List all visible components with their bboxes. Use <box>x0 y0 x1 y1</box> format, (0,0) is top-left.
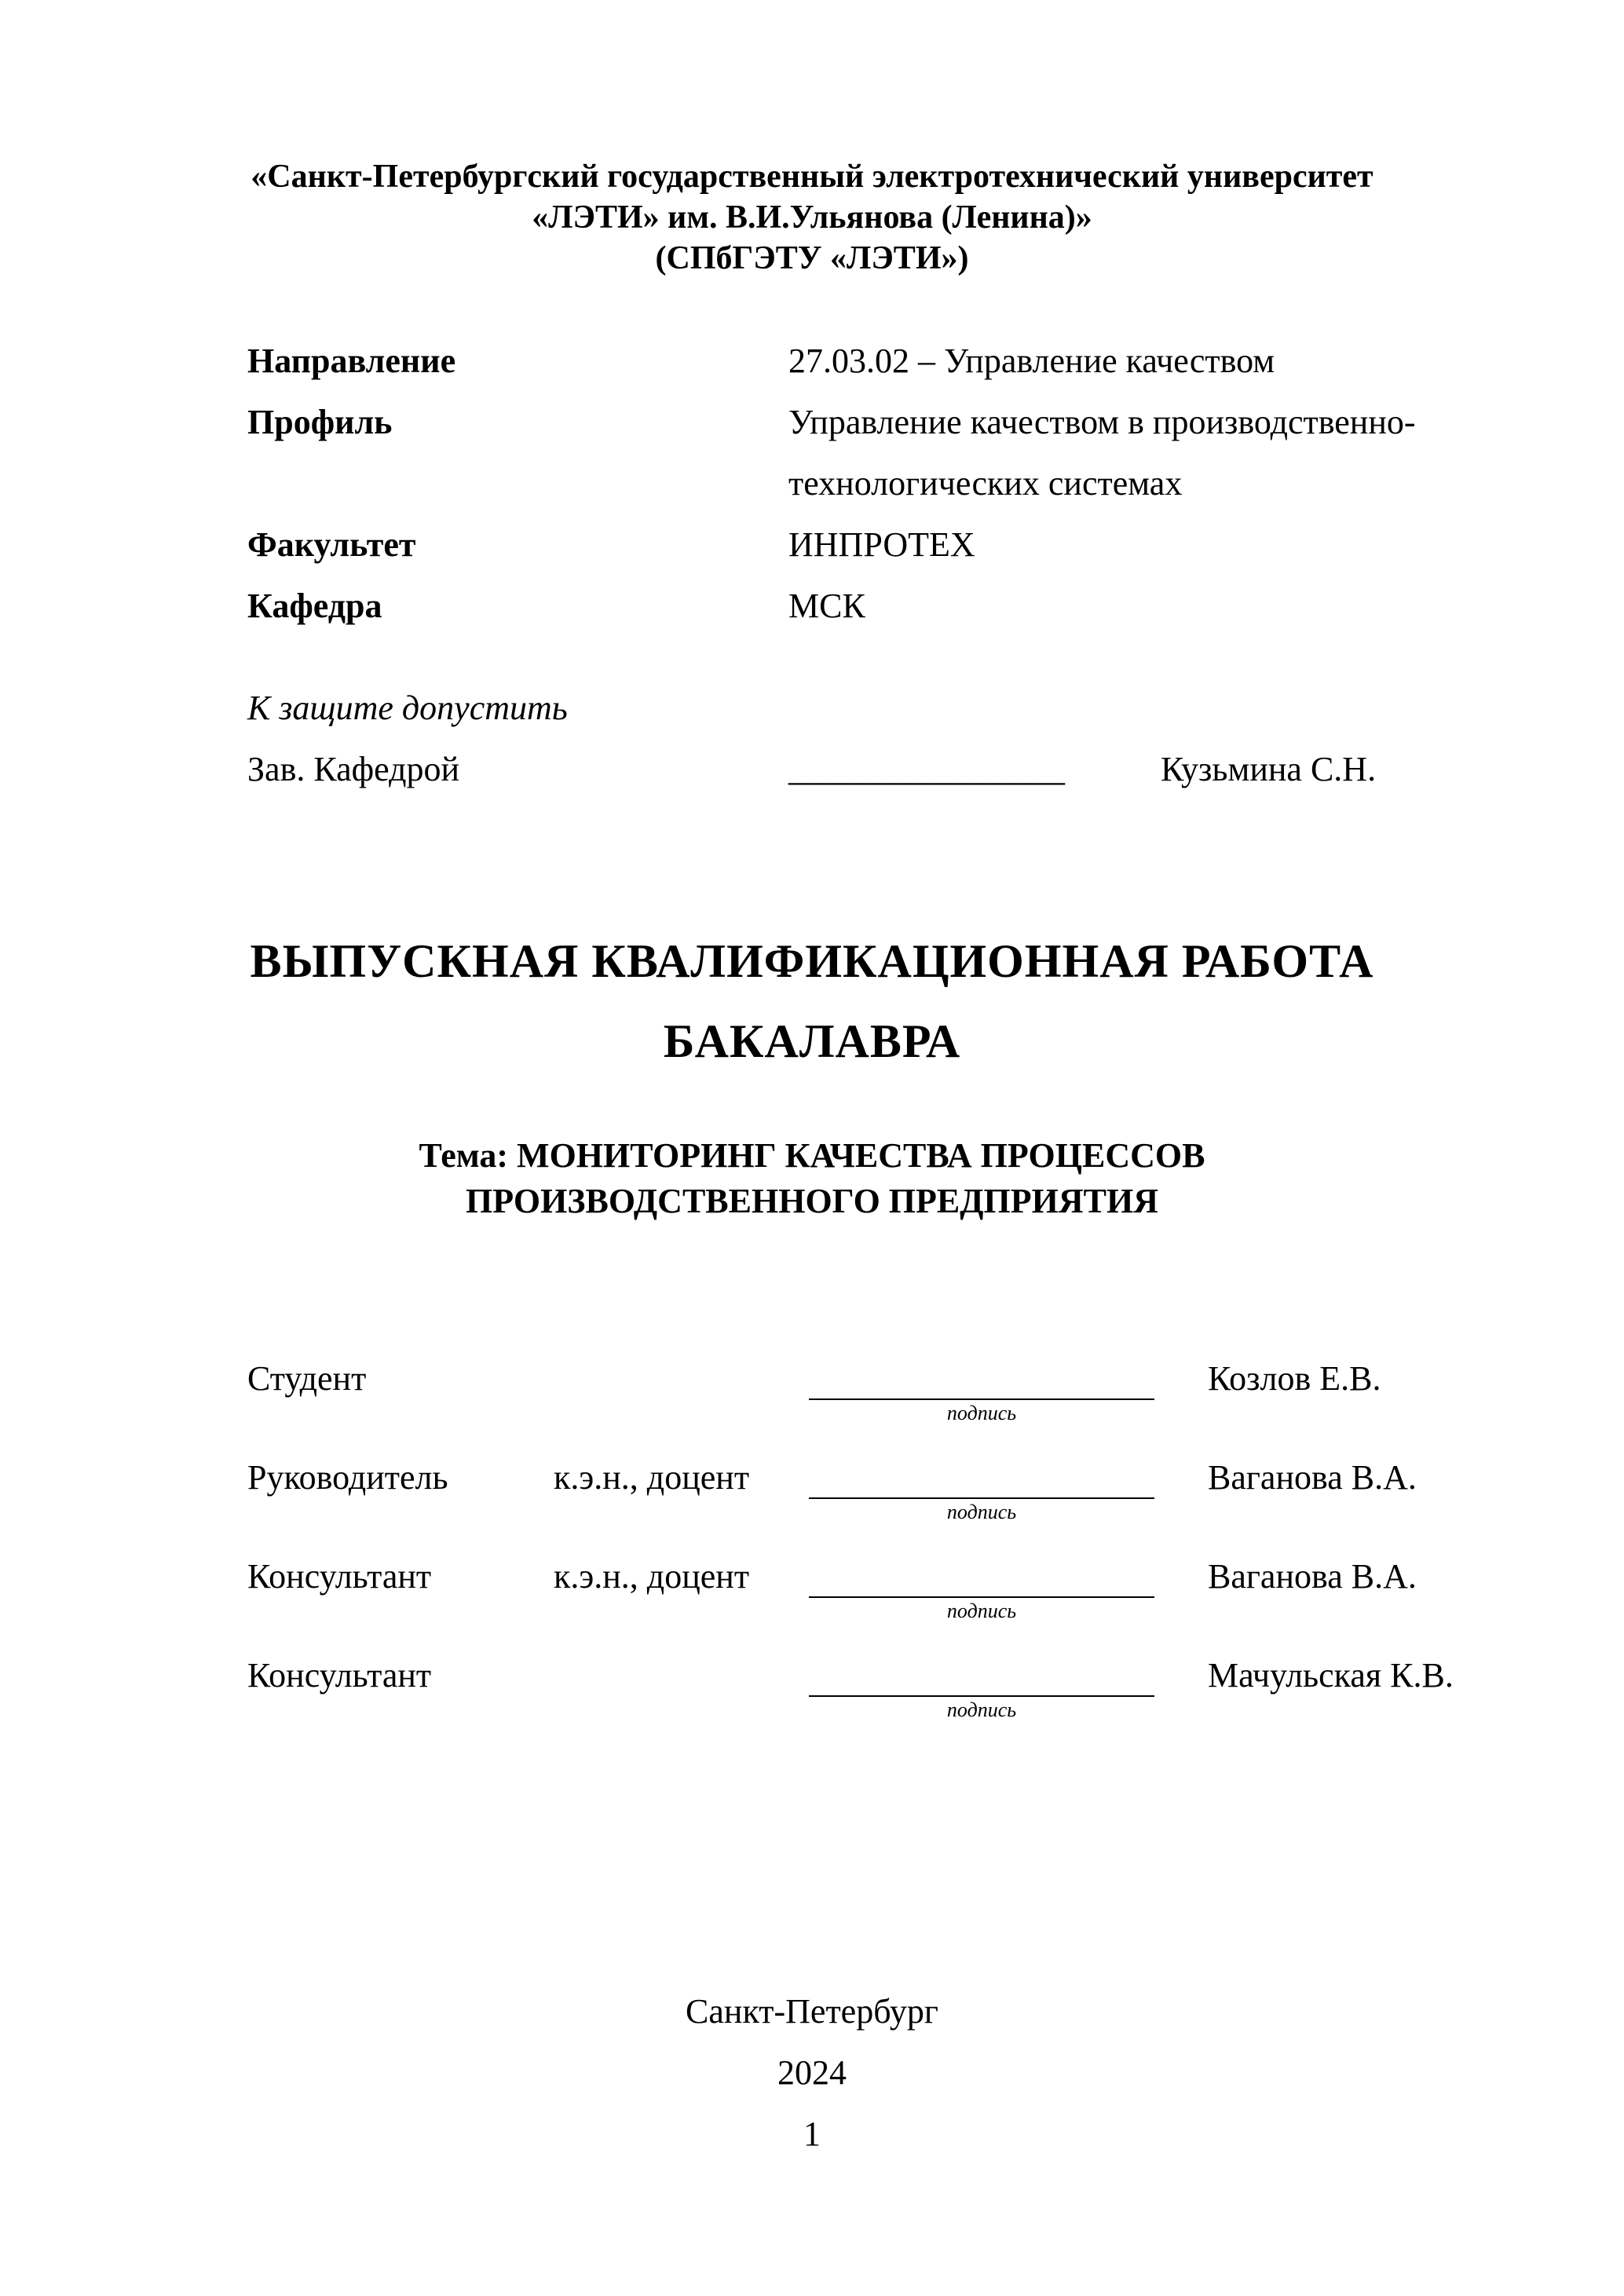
work-title-line-2: БАКАЛАВРА <box>663 1015 961 1067</box>
approval-name: Кузьмина С.Н. <box>1161 750 1377 788</box>
approval-role: Зав. Кафедрой <box>247 750 460 788</box>
theme-line-2: ПРОИЗВОДСТВЕННОГО ПРЕДПРИЯТИЯ <box>466 1182 1158 1220</box>
direction-value: 27.03.02 – Управление качеством <box>788 342 1275 380</box>
signature-caption: подпись <box>946 1698 1017 1721</box>
approval-signature-line: ________________ <box>788 750 1065 788</box>
signature-role: Консультант <box>247 1557 432 1596</box>
footer-year: 2024 <box>777 2053 847 2092</box>
faculty-label: Факультет <box>247 525 416 564</box>
department-value: МСК <box>788 587 865 625</box>
signature-line <box>809 1398 1154 1400</box>
signature-line <box>809 1497 1154 1499</box>
signature-caption: подпись <box>946 1402 1017 1424</box>
faculty-value: ИНПРОТЕХ <box>788 525 975 564</box>
signature-role: Консультант <box>247 1656 432 1695</box>
signature-name: Козлов Е.В. <box>1208 1359 1381 1398</box>
profile-label: Профиль <box>247 403 393 441</box>
signature-role: Студент <box>247 1359 367 1398</box>
signature-degree: к.э.н., доцент <box>554 1557 750 1596</box>
approval-title: К защите допустить <box>247 689 568 727</box>
signature-caption: подпись <box>946 1600 1017 1622</box>
signature-caption: подпись <box>946 1501 1017 1523</box>
signature-line <box>809 1596 1154 1598</box>
signature-role: Руководитель <box>247 1458 448 1497</box>
direction-label: Направление <box>247 342 456 380</box>
signature-name: Ваганова В.А. <box>1208 1557 1417 1596</box>
signature-name: Ваганова В.А. <box>1208 1458 1417 1497</box>
theme-line-1: Тема: МОНИТОРИНГ КАЧЕСТВА ПРОЦЕССОВ <box>419 1136 1205 1175</box>
signature-line <box>809 1695 1154 1697</box>
university-line-2: «ЛЭТИ» им. В.И.Ульянова (Ленина)» <box>532 199 1092 236</box>
signature-name: Мачульская К.В. <box>1208 1656 1454 1695</box>
signature-degree: к.э.н., доцент <box>554 1458 750 1497</box>
profile-value-cont: технологических системах <box>788 464 1183 503</box>
page-number: 1 <box>803 2115 821 2153</box>
footer-city: Санкт-Петербург <box>686 1992 938 2031</box>
work-title-line-1: ВЫПУСКНАЯ КВАЛИФИКАЦИОННАЯ РАБОТА <box>250 935 1374 987</box>
university-line-3: (СПбГЭТУ «ЛЭТИ») <box>655 240 969 276</box>
profile-value: Управление качеством в производственно- <box>788 403 1416 441</box>
university-line-1: «Санкт-Петербургский государственный электротехнический университет <box>251 159 1373 195</box>
department-label: Кафедра <box>247 587 382 625</box>
